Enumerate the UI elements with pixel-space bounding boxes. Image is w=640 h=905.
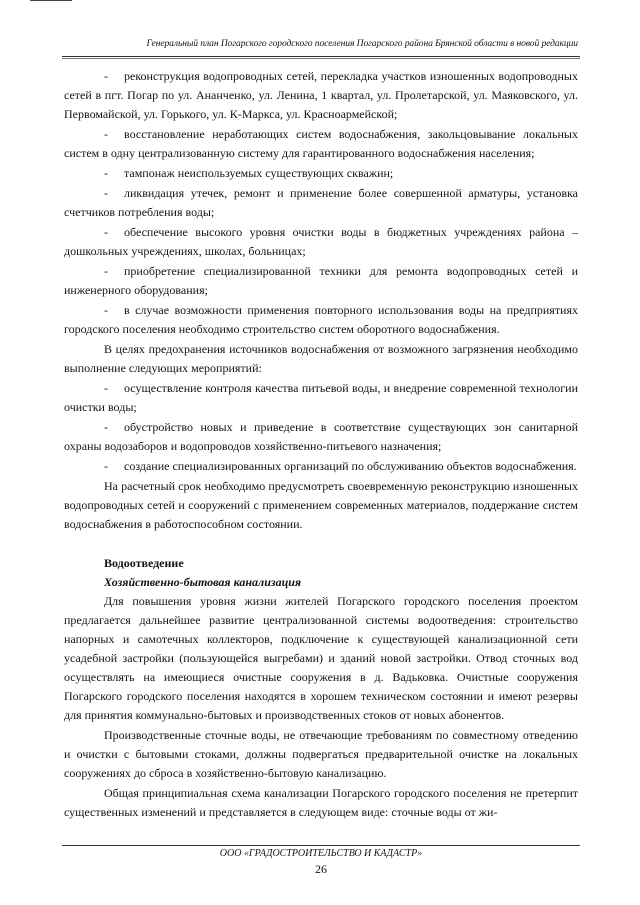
list-item xyxy=(64,223,578,261)
dash-marker: - xyxy=(104,225,108,239)
subsection-heading: Хозяйственно-бытовая канализация xyxy=(104,575,302,589)
header-rule xyxy=(62,56,580,57)
list-item xyxy=(64,262,578,300)
paragraph: На расчетный срок необходимо предусмотреть своевременную реконструкцию изношенных водопроводных сетей и сооружений с применением современных материалов, поддержание систем водоснабжения в работоспособном состоянии. xyxy=(64,479,578,531)
list-item xyxy=(64,125,578,163)
section-gap xyxy=(64,535,578,554)
list-item xyxy=(64,457,578,476)
paragraph: Для повышения уровня жизни жителей Погарского городского поселения проектом предлагается дальнейшее развитие централизованной системы водоотведения: строительство напорных и самотечных коллекторов, подключение к существующей канализационной сети усадебной застройки (пользующейся выгребами) и зданий новой застройки. Отвод сточных вод осуществлять на имеющиеся очистные сооружения в д. Вадьковка. Очистные сооружения Погарского городского поселения находятся в хорошем техническом состоянии и имеют резервы для принятия коммунально-бытовых и производственных стоков от новых абонентов. xyxy=(64,594,578,722)
dash-marker: - xyxy=(104,166,108,180)
list-item xyxy=(64,67,578,124)
page-number: 26 xyxy=(315,862,327,876)
list-item xyxy=(64,301,578,339)
list-item xyxy=(64,418,578,456)
list-item-text: обеспечение высокого уровня очистки воды в бюджетных учреждениях района – дошкольных учреждениях, школах, больницах; xyxy=(64,225,578,258)
paragraph: Общая принципиальная схема канализации Погарского городского поселения не претерпит существенных изменений и представляется в следующем виде: сточные воды от жи- xyxy=(64,786,578,819)
list-item-text: в случае возможности применения повторного использования воды на предприятиях городского поселения необходимо строительство систем оборотного водоснабжения. xyxy=(64,303,578,336)
list-item-text: обустройство новых и приведение в соответствие существующих зон санитарной охраны водозаборов и водопроводов хозяйственно-питьевого назначения; xyxy=(64,420,578,453)
list-item-text: создание специализированных организаций по обслуживанию объектов водоснабжения. xyxy=(124,459,577,473)
section-heading: Водоотведение xyxy=(104,556,184,570)
paragraph: В целях предохранения источников водоснабжения от возможного загрязнения необходимо выполнение следующих мероприятий: xyxy=(64,342,578,375)
dash-marker: - xyxy=(104,69,108,83)
corner-mark xyxy=(30,0,72,1)
list-item-text: ликвидация утечек, ремонт и применение более совершенной арматуры, установка счетчиков потребления воды; xyxy=(64,186,578,219)
list-item xyxy=(64,164,578,183)
dash-marker: - xyxy=(104,381,108,395)
list-item-text: тампонаж неиспользуемых существующих скважин; xyxy=(124,166,394,180)
page-footer: ООО «ГРАДОСТРОИТЕЛЬСТВО И КАДАСТР» xyxy=(219,848,423,859)
footer-rule xyxy=(62,845,580,846)
list-item-text: осуществление контроля качества питьевой воды, и внедрение современной технологии очистки воды; xyxy=(64,381,578,414)
document-body xyxy=(64,67,578,823)
paragraph: Производственные сточные воды, не отвечающие требованиям по совместному отведению и очистки с бытовыми стоками, должны подвергаться предварительной очистке на локальных сооружениях до сброса в хозяйственно-бытовую канализацию. xyxy=(64,728,578,780)
dash-marker: - xyxy=(104,264,108,278)
page-header: Генеральный план Погарского городского поселения Погарского района Брянской области в новой редакции xyxy=(146,38,578,49)
dash-marker: - xyxy=(104,186,108,200)
list-item-text: реконструкция водопроводных сетей, перекладка участков изношенных водопроводных сетей в пгт. Погар по ул. Ананченко, ул. Ленина, 1 квартал, ул. Пролетарской, ул. Маяковского, ул. Первомайской, ул. Горького, ул. К-Маркса, ул. Красноармейской; xyxy=(64,69,578,121)
list-item xyxy=(64,379,578,417)
list-item xyxy=(64,184,578,222)
list-item-text: восстановление неработающих систем водоснабжения, закольцовывание локальных систем в одну централизованную систему для гарантированного водоснабжения населения; xyxy=(64,127,578,160)
list-item-text: приобретение специализированной техники для ремонта водопроводных сетей и инженерного оборудования; xyxy=(64,264,578,297)
dash-marker: - xyxy=(104,127,108,141)
dash-marker: - xyxy=(104,420,108,434)
header-rule-secondary xyxy=(62,58,580,59)
dash-marker: - xyxy=(104,303,108,317)
dash-marker: - xyxy=(104,459,108,473)
